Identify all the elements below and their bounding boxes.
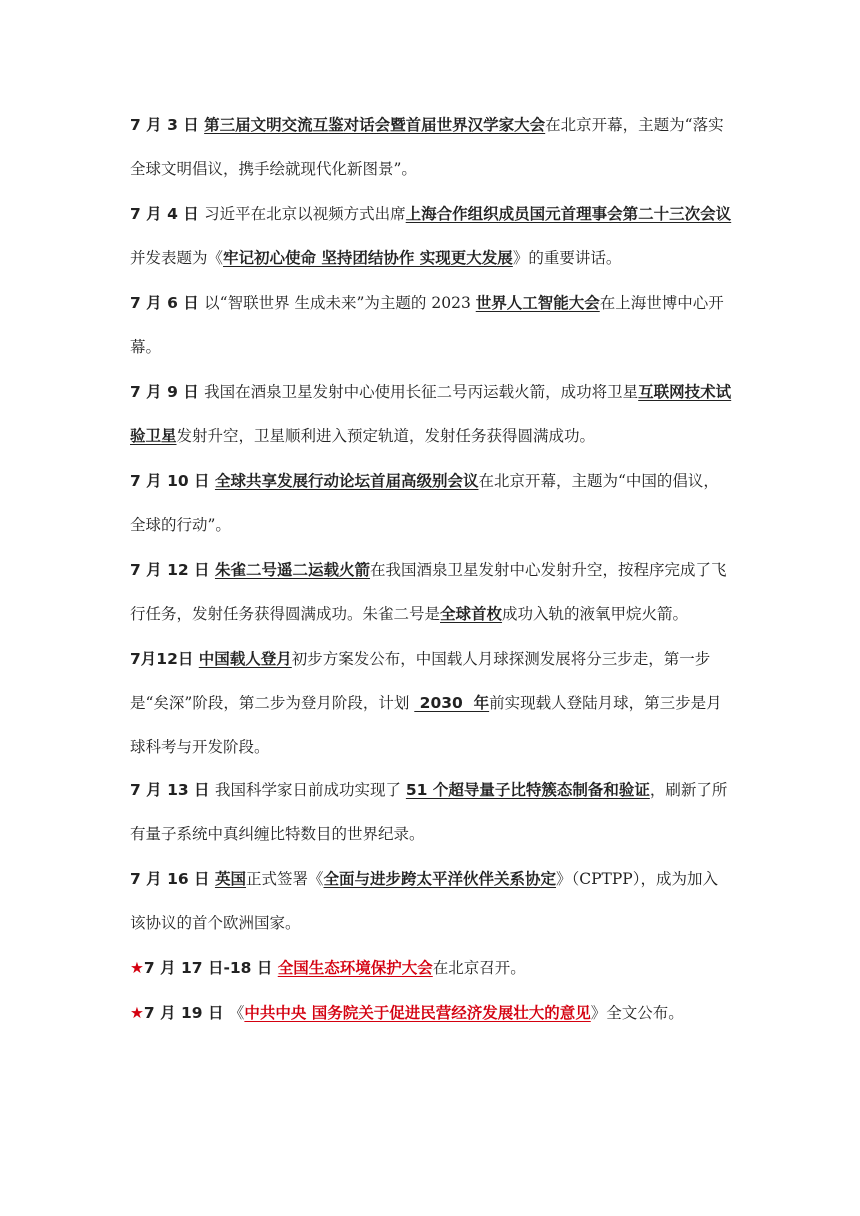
entry-line (130, 414, 770, 458)
entry-line (130, 946, 770, 990)
entry-text: 在上海世博中心开 (599, 294, 724, 312)
entry-text: 在北京开幕，主题为“落实 (545, 116, 724, 134)
entry-line (130, 236, 770, 280)
entry-text: 全球的行动”。 (130, 516, 231, 534)
entry-keyword: 全球共享发展行动论坛首届高级别会议 (214, 472, 479, 490)
entry-line (130, 637, 770, 681)
entry-date: 7 月 9 日 (130, 383, 205, 401)
entry-keyword: 51 个超导量子比特簇态制备和验证 (405, 781, 650, 799)
entry-text: 在北京开幕，主题为“中国的倡议， (478, 472, 719, 490)
entry-text: 行任务，发射任务获得圆满成功。朱雀二号是 (130, 605, 441, 623)
entry-line (130, 592, 770, 636)
news-entry-jul-16 (130, 857, 770, 945)
news-entry-jul-3 (130, 103, 770, 191)
entry-line (130, 370, 770, 414)
entry-text: 有量子系统中真纠缠比特数目的世界纪录。 (130, 825, 425, 843)
entry-text: 该协议的首个欧洲国家。 (130, 914, 301, 932)
entry-text: 是“矣深”阶段，第二步为登月阶段，计划 (130, 694, 415, 712)
entry-text: 初步方案发公布，中国载人月球探测发展将分三步走，第一步 (291, 650, 711, 668)
entry-keyword: 朱雀二号遥二运载火箭 (214, 561, 370, 579)
entry-text: 前实现载人登陆月球，第三步是月 (489, 694, 722, 712)
news-entry-jul-17 (130, 946, 770, 990)
news-entry-jul-10 (130, 459, 770, 547)
news-entry-jul-4 (130, 192, 770, 280)
entry-text: 成功入轨的液氧甲烷火箭。 (502, 605, 689, 623)
entry-line (130, 147, 770, 191)
entry-line (130, 901, 770, 945)
entry-text: 发射升空，卫星顺利进入预定轨道，发射任务获得圆满成功。 (176, 427, 596, 445)
entry-line (130, 459, 770, 503)
entry-line (130, 325, 770, 369)
entry-date: 7月12日 (130, 650, 199, 668)
news-entry-jul-9 (130, 370, 770, 458)
entry-keyword: 全面与进步跨太平洋伙伴关系协定 (323, 870, 556, 888)
entry-line (130, 192, 770, 236)
entry-date: 7 月 10 日 (130, 472, 215, 490)
entry-line (130, 725, 770, 769)
entry-date: 7 月 13 日 (130, 781, 215, 799)
news-entry-jul-6 (130, 281, 770, 369)
entry-text: 在北京召开。 (432, 959, 526, 977)
entry-keyword: 牢记初心使命 坚持团结协作 实现更大发展 (223, 249, 513, 267)
news-entry-jul-13 (130, 768, 770, 856)
entry-date: 7 月 4 日 (130, 205, 205, 223)
entry-text: 习近平在北京以视频方式出席 (204, 205, 406, 223)
entry-keyword: 中国载人登月 (198, 650, 292, 668)
entry-line (130, 503, 770, 547)
entry-keyword: 2030 年 (414, 694, 490, 712)
entry-keyword: 第三届文明交流互鉴对话会暨首届世界汉学家大会 (204, 116, 546, 134)
entry-line (130, 103, 770, 147)
entry-line (130, 548, 770, 592)
entry-keyword: 中共中央 国务院关于促进民营经济发展壮大的意见 (244, 1004, 591, 1022)
entry-text: 以“智联世界 生成未来”为主题的 2023 (204, 294, 476, 312)
entry-text: 》（CPTPP），成为加入 (556, 870, 718, 888)
entry-line (130, 812, 770, 856)
entry-line (130, 681, 770, 725)
entry-date: 7 月 16 日 (130, 870, 215, 888)
star-icon: ★ (130, 1004, 144, 1022)
entry-keyword: 世界人工智能大会 (475, 294, 600, 312)
entry-date: 7 月 17 日-18 日 (143, 959, 278, 977)
entry-keyword: 上海合作组织成员国元首理事会第二十三次会议 (405, 205, 732, 223)
entry-date: 7 月 3 日 (130, 116, 205, 134)
entry-text: 在我国酒泉卫星发射中心发射升空，按程序完成了飞 (369, 561, 727, 579)
news-entry-jul-12 (130, 548, 770, 636)
news-entry-jul-12-lunar (130, 637, 770, 769)
entry-line (130, 768, 770, 812)
entry-text: 》的重要讲话。 (512, 249, 622, 267)
star-icon: ★ (130, 959, 144, 977)
entry-line (130, 857, 770, 901)
entry-text: 幕。 (130, 338, 162, 356)
entry-keyword: 验卫星 (130, 427, 177, 445)
entry-text: 球科考与开发阶段。 (130, 738, 270, 756)
news-entry-jul-19 (130, 991, 770, 1035)
entry-text: 我国在酒泉卫星发射中心使用长征二号丙运载火箭，成功将卫星 (204, 383, 639, 401)
entry-line (130, 991, 770, 1035)
entry-keyword: 英国 (214, 870, 246, 888)
entry-date: 7 月 19 日 (143, 1004, 229, 1022)
entry-date: 7 月 12 日 (130, 561, 215, 579)
entry-text: 正式签署《 (245, 870, 324, 888)
entry-keyword: 全国生态环境保护大会 (277, 959, 433, 977)
entry-line (130, 281, 770, 325)
entry-text: 》全文公布。 (590, 1004, 684, 1022)
entry-keyword: 互联网技术试 (638, 383, 732, 401)
entry-keyword: 全球首枚 (440, 605, 503, 623)
entry-text: ，刷新了所 (649, 781, 728, 799)
entry-text: 《 (228, 1004, 245, 1022)
entry-date: 7 月 6 日 (130, 294, 205, 312)
entry-text: 全球文明倡议，携手绘就现代化新图景”。 (130, 160, 417, 178)
entry-text: 并发表题为《 (130, 249, 224, 267)
entry-text: 我国科学家日前成功实现了 (214, 781, 406, 799)
